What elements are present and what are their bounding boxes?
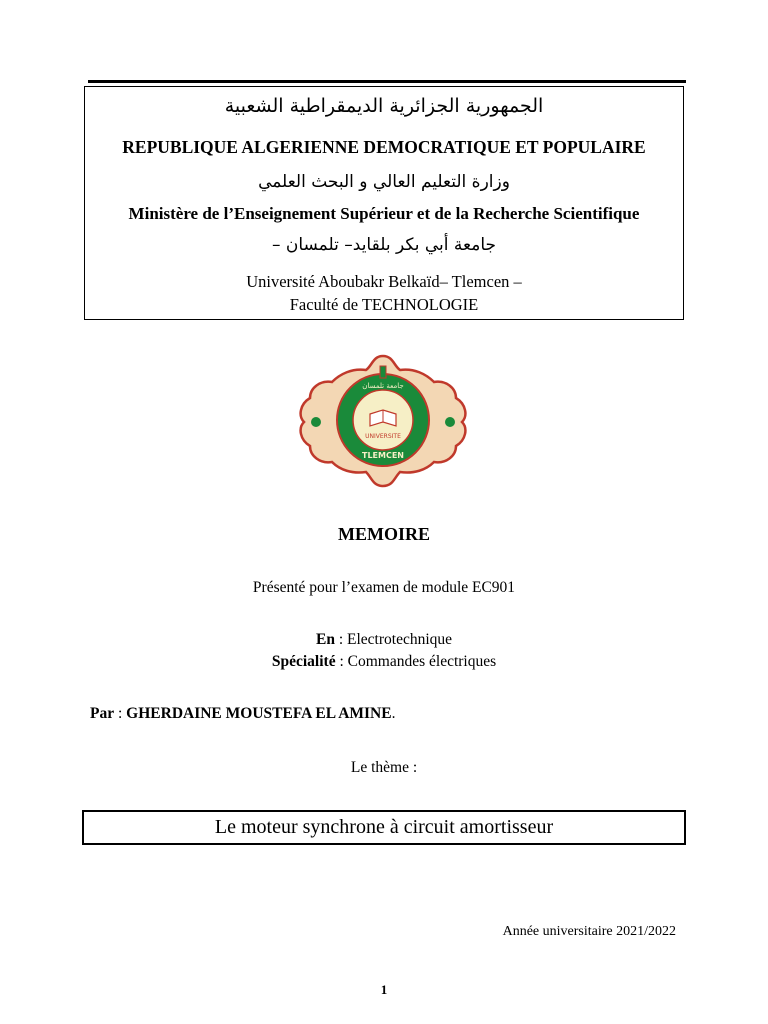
specialite-value: : Commandes électriques [335, 653, 497, 670]
theme-label: Le thème : [350, 759, 418, 776]
arabic-university-title: جامعة أبي بكر بلقايد– تلمسان – [271, 235, 497, 255]
thesis-title-box [82, 810, 686, 845]
header-box [84, 86, 684, 320]
specialite-label: Spécialité [271, 653, 336, 670]
academic-year: Année universitaire 2021/2022 [502, 924, 676, 939]
author-name: GHERDAINE MOUSTEFA EL AMINE [126, 705, 392, 722]
memoire-heading: MEMOIRE [338, 524, 430, 544]
arabic-ministry-title: وزارة التعليم العالي و البحث العلمي [258, 172, 510, 192]
par-separator: : [114, 705, 127, 722]
thesis-title: Le moteur synchrone à circuit amortisseur [214, 816, 554, 838]
logo-text-top: جامعة تلمسان [362, 382, 404, 390]
arabic-republic-title: الجمهورية الجزائرية الديمقراطية الشعبية [224, 95, 544, 117]
university-logo [296, 352, 470, 490]
ministry-title: Ministère de l’Enseignement Supérieur et de la Recherche Scientifique [128, 204, 640, 223]
author-end: . [391, 705, 396, 722]
en-value: : Electrotechnique [334, 631, 453, 648]
top-rule [88, 80, 686, 83]
author-line [90, 705, 395, 723]
en-label: En [315, 631, 335, 648]
specialite-line [0, 653, 768, 671]
faculty-title: Faculté de TECHNOLOGIE [289, 295, 479, 314]
presente-line: Présenté pour l’examen de module EC901 [252, 579, 516, 596]
par-label: Par [90, 705, 115, 722]
page-number: 1 [380, 982, 388, 997]
logo-text-inner: UNIVERSITE [365, 433, 401, 440]
university-title: Université Aboubakr Belkaïd– Tlemcen – [246, 272, 522, 291]
republic-title: REPUBLIQUE ALGERIENNE DEMOCRATIQUE ET POPULAIRE [122, 137, 646, 157]
logo-text-bottom: TLEMCEN [361, 451, 405, 460]
en-line [0, 631, 768, 649]
